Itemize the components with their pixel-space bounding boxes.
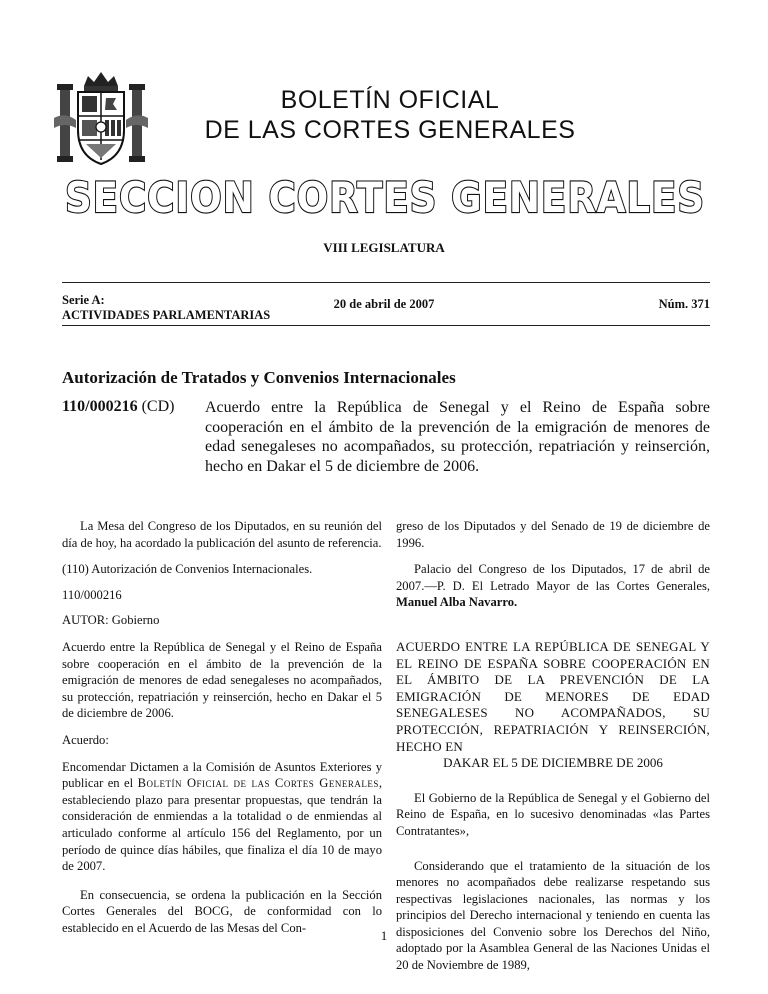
section-title: Autorización de Tratados y Convenios Internacionales — [62, 368, 456, 387]
left-paragraph-8: En consecuencia, se ordena la publicación en la Sección Cortes Generales del BOCG, de conformidad con lo establecido en el Acuerdo de las Mesas del Con- — [62, 887, 382, 935]
left-column — [62, 518, 382, 936]
record-description: Acuerdo entre la República de Senegal y el Reino de España sobre cooperación en el ámbito de la prevención de la emigración de menores de edad senegaleses no acompañados, su protección, repatriación y reinserción, hecho en Dakar el 5 de diciembre de 2006. — [205, 399, 710, 475]
section-banner-text: SECCION CORTES GENERALES — [65, 173, 705, 222]
right-paragraph-2 — [396, 561, 710, 611]
left-paragraph-7 — [62, 759, 382, 875]
left-paragraph-7-a: Encomendar Dictamen a la Comisión de Asuntos Exteriores y publicar en el — [62, 759, 382, 791]
bulletin-title-line2: DE LAS CORTES GENERALES — [204, 116, 576, 144]
left-paragraph-2: (110) Autorización de Convenios Internacionales. — [62, 562, 313, 577]
signatory-name: Manuel Alba Navarro. — [396, 595, 518, 610]
issue-date: 20 de abril de 2007 — [333, 297, 435, 311]
agreement-title-last-line: DAKAR EL 5 DE DICIEMBRE DE 2006 — [443, 755, 663, 771]
serie-line2: ACTIVIDADES PARLAMENTARIAS — [62, 308, 271, 322]
left-paragraph-3: 110/000216 — [62, 587, 122, 602]
right-paragraph-2-a: Palacio del Congreso de los Diputados, 17 de abril de 2007.—P. D. El Letrado Mayor de las Cortes Generales, — [396, 562, 710, 593]
page-number: 1 — [380, 928, 388, 943]
right-column — [396, 518, 710, 974]
left-paragraph-4: AUTOR: Gobierno — [62, 613, 160, 628]
bulletin-name-smallcaps: Boletín Oficial de las Cortes Generales — [137, 776, 379, 791]
record-code-suffix: (CD) — [137, 398, 175, 415]
left-paragraph-6: Acuerdo: — [62, 732, 109, 747]
bulletin-title-line1: BOLETÍN OFICIAL — [280, 86, 500, 114]
section-banner — [60, 172, 710, 222]
issue-number: Núm. 371 — [658, 297, 710, 311]
left-paragraph-5: Acuerdo entre la República de Senegal y el Reino de España sobre cooperación en el ámbito de la prevención de la emigración de menores de edad senegaleses no acompañados, su protección, repatriación y reinserción, hecho en Dakar el 5 de diciembre de 2006. — [62, 639, 382, 721]
record-code-number: 110/000216 — [62, 398, 138, 415]
coat-of-arms-icon — [52, 68, 150, 168]
left-paragraph-1: La Mesa del Congreso de los Diputados, en su reunión del día de hoy, ha acordado la publicación del asunto de referencia. — [62, 519, 382, 550]
right-paragraph-3: El Gobierno de la República de Senegal y el Gobierno del Reino de España, en lo sucesivo denominadas «las Partes Contratantes», — [396, 790, 710, 838]
right-paragraph-1: greso de los Diputados y del Senado de 19 de diciembre de 1996. — [396, 519, 710, 550]
header-rule-bottom — [62, 325, 710, 326]
serie-label — [62, 293, 270, 323]
header-rule-top — [62, 282, 710, 283]
agreement-title: ACUERDO ENTRE LA REPÚBLICA DE SENEGAL Y EL REINO DE ESPAÑA SOBRE COOPERACIÓN EN EL ÁMBITO DE LA PREVENCIÓN DE LA EMIGRACIÓN DE MENORES DE EDAD SENEGALESES NO ACOMPAÑADOS, SU PROTECCIÓN, REPATRIACIÓN Y REINSERCIÓN, HECHO EN — [396, 638, 710, 754]
record-code — [62, 398, 174, 416]
left-paragraph-7-b: , estableciendo plazo para presentar propuestas, que tendrán la consideración de enmiendas a la totalidad o de enmiendas al articulado conforme al artículo 156 del Reglamento, por un período de quince días hábiles, que finaliza el día 10 de mayo de 2007. — [62, 776, 382, 874]
legislature: VIII LEGISLATURA — [323, 240, 445, 255]
right-paragraph-4: Considerando que el tratamiento de la situación de los menores no acompañados debe realizarse respetando sus respectivas legislaciones nacionales, las normas y los principios del Derecho internacional y teniendo en cuenta las disposiciones del Convenio sobre los Derechos del Niño, adoptado por la Asamblea General de las Naciones Unidas el 20 de Noviembre de 1989, — [396, 858, 710, 973]
serie-line1: Serie A: — [62, 293, 105, 307]
